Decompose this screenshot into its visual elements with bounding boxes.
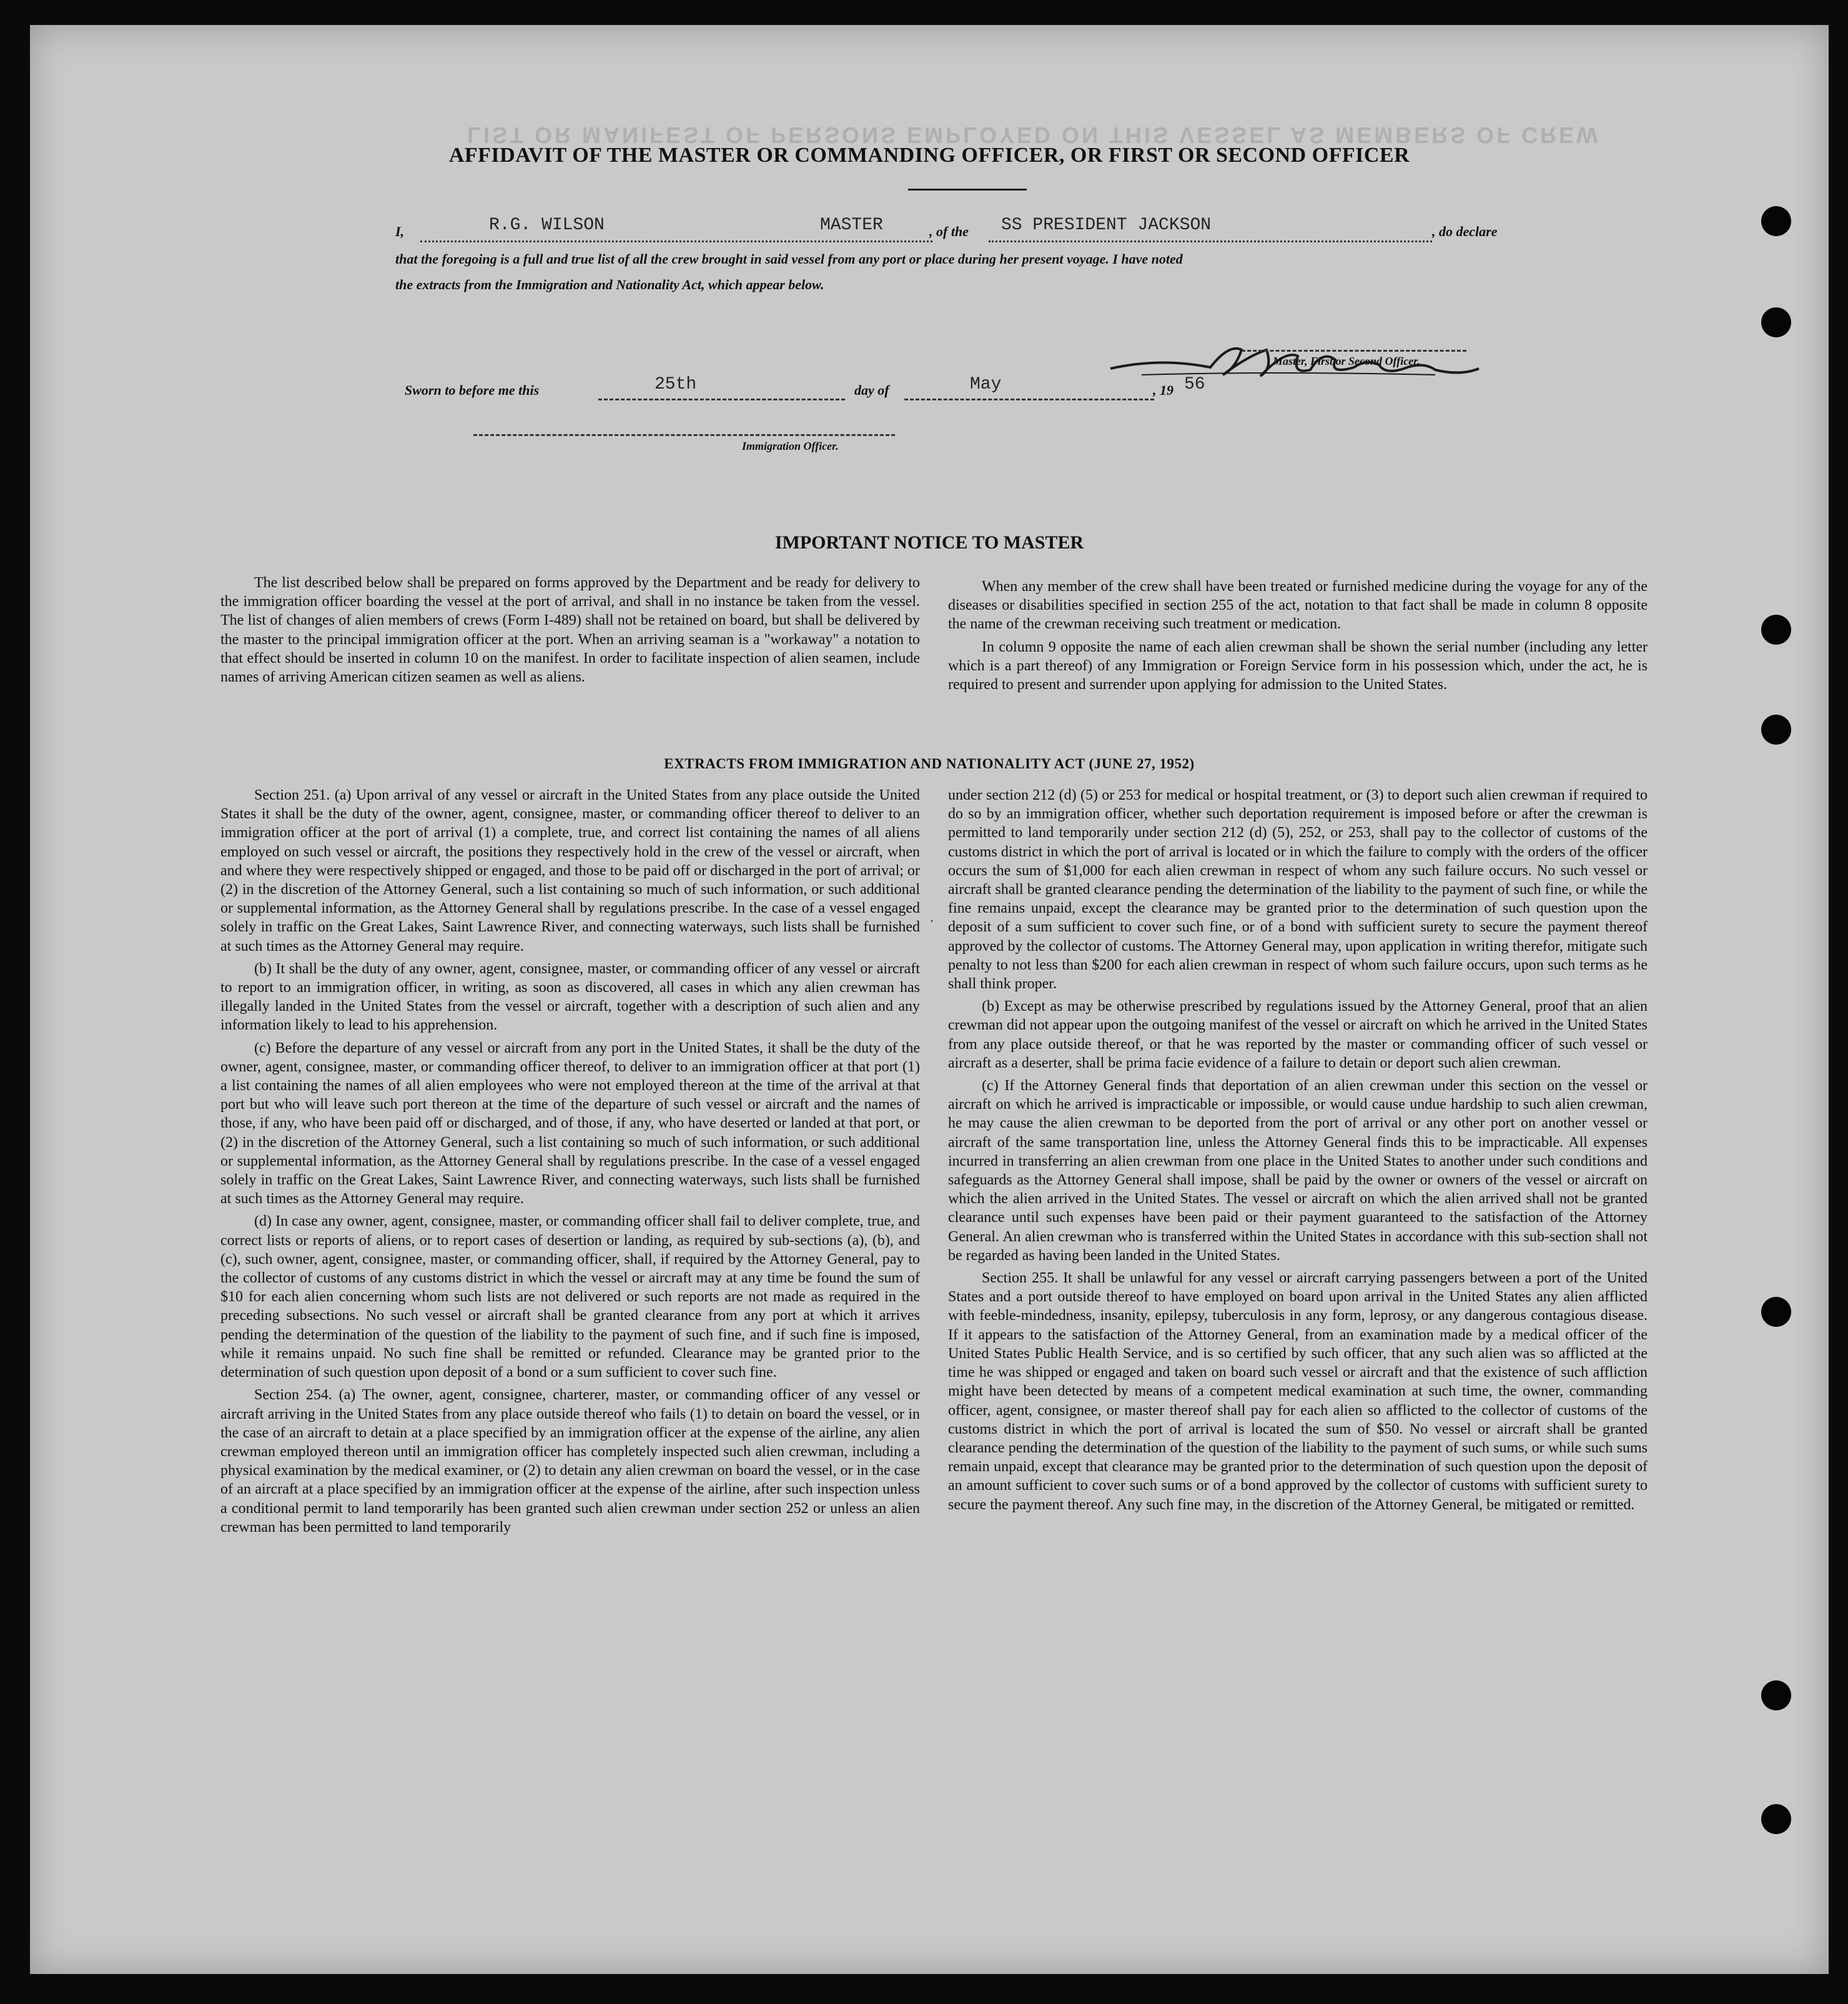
vessel-name: SS PRESIDENT JACKSON bbox=[1001, 216, 1212, 235]
sworn-day: 25th bbox=[655, 375, 697, 394]
year-prefix: , 19 bbox=[1153, 382, 1174, 398]
statement-line-1: that the foregoing is a full and true list of all the crew brought in said vessel from any port or place during her present voyage. I have noted bbox=[395, 251, 1183, 267]
extracts-right-column bbox=[948, 786, 1648, 1518]
i-label: I, bbox=[395, 224, 405, 239]
section-paragraph: (b) Except as may be otherwise prescribed by regulations issued by the Attorney General, proof that an alien crewman did not appear upon the outgoing manifest of the vessel or aircraft on which he arrived in the United States from any place outside thereof, or that he was reported by the master or commanding officer of such vessel or aircraft as a deserter, shall be prima facie evidence of a failure to detain or deport such alien crewman. bbox=[948, 998, 1648, 1071]
punch-hole bbox=[1761, 307, 1791, 337]
signature-line bbox=[1242, 350, 1466, 352]
title-rule bbox=[908, 189, 1027, 191]
signature-caption: Master, First or Second Officer. bbox=[1273, 355, 1420, 367]
year-suffix: 56 bbox=[1184, 375, 1205, 394]
officer-line bbox=[473, 434, 895, 436]
section-paragraph: (d) In case any owner, agent, consignee, master, or commanding officer shall fail to deliver complete, true, and correct lists or reports of aliens, or to report cases of desertion or landing, as required by sub-sections (a), (b), and (c), such owner, agent, consignee, master, or commanding officer, shall, if required by the Attorney General, pay to the collector of customs of any customs district in which the vessel or aircraft may at any time be found the sum of $10 for each alien concerning whom such lists are not delivered or such reports are not made as required in the preceding subsections. No such vessel or aircraft shall be granted clearance from any port at which it arrives pending the determination of the question of the liability to the payment of such fine, and if such fine is imposed, while it remains unpaid. No such fine shall be remitted or refunded. Clearance may be granted prior to the determination of such question upon deposit of a bond or a sum sufficient to cover such fine. bbox=[220, 1213, 920, 1381]
officer-caption: Immigration Officer. bbox=[742, 440, 839, 452]
punch-hole bbox=[1761, 615, 1791, 645]
sworn-month-line bbox=[904, 399, 1154, 400]
notice-paragraph: When any member of the crew shall have been treated or furnished medicine during the voyage for any of the diseases or disabilities specified in section 255 of the act, notation to that fact shall be made in column 8 opposite the name of the crewman receiving such treatment or medication. bbox=[948, 578, 1648, 633]
section-paragraph: (c) Before the departure of any vessel or aircraft from any port in the United States, it shall be the duty of the owner, agent, consignee, master, or commanding officer thereof, to deliver to an immigration officer at that port (1) a list containing the names of all alien employees who were not employed thereon at the time of the arrival at that port but who will leave such port thereon at the time of the departure of such vessel or aircraft and the names of those, if any, who have been paid off or discharged, and of those, if any, who have deserted or landed at that port, or (2) in the discretion of the Attorney General, such a list containing so much of such information, or such additional or supplemental information, as the Attorney General shall by regulations prescribe. In the case of a vessel engaged solely in traffic on the Great Lakes, Saint Lawrence River, and connecting waterways, such lists shall be furnished at such times as the Attorney General may require. bbox=[220, 1039, 920, 1208]
section-paragraph: Section 254. (a) The owner, agent, consignee, charterer, master, or commanding officer of any vessel or aircraft arriving in the United States from any place outside thereof who fails (1) to detain on board the vessel, or in the case of an aircraft to detain at a place specified by an immigration officer at the expense of the airline, any alien crewman employed thereon until an immigration officer has completely inspected such alien crewman, including a physical examination by the medical examiner, or (2) to detain any alien crewman on board the vessel, or in the case of an aircraft at a place specified by an immigration officer at the expense of the airline, after such inspection unless a conditional permit to land temporarily has been granted such alien crewman under section 252 or unless an alien crewman has been permitted to land temporarily bbox=[220, 1387, 920, 1535]
document-page bbox=[30, 25, 1829, 1974]
punch-hole bbox=[1761, 1680, 1791, 1710]
section-paragraph: (c) If the Attorney General finds that deportation of an alien crewman under this section on the vessel or aircraft on which he arrived is impracticable or impossible, or would cause undue hardship to such alien crewman, he may cause the alien crewman to be deported from the port of arrival or any other port on another vessel or aircraft of the same transportation line, unless the Attorney General finds this to be impracticable. All expenses incurred in transferring an alien crewman from one place in the United States to another under such conditions and safeguards as the Attorney General shall impose, shall be paid by the owner or owners of the vessel or aircraft on which the alien arrived in the United States. The vessel or aircraft on which the alien arrived shall not be granted clearance until such expenses have been paid or their payment guaranteed to the satisfaction of the Attorney General. An alien crewman who is transferred within the United States in accordance with this sub-section shall not be regarded as having been landed in the United States. bbox=[948, 1078, 1648, 1264]
sworn-day-line bbox=[598, 399, 845, 400]
notice-right-column bbox=[948, 577, 1648, 698]
section-paragraph: (b) It shall be the duty of any owner, agent, consignee, master, or commanding officer of any vessel or aircraft to report to an immigration officer, in writing, as soon as discovered, all cases in which any alien crewman has illegally landed in the United States from the vessel or aircraft, together with a description of such alien and any information likely to lead to his apprehension. bbox=[220, 960, 920, 1034]
notice-paragraph: The list described below shall be prepared on forms approved by the Department and be ready for delivery to the immigration officer boarding the vessel at the port of arrival, and shall in no instance be taken from the vessel. The list of changes of alien members of crews (Form I-489) shall not be retained on board, but shall be delivered by the master to the principal immigration officer at the port. When an arriving seaman is a "workaway" a notation to that effect should be inserted in column 10 on the manifest. In order to facilitate inspection of alien seamen, include names of arriving American citizen seamen as well as aliens. bbox=[220, 575, 920, 686]
statement-line-2: the extracts from the Immigration and Nationality Act, which appear below. bbox=[395, 277, 824, 292]
notice-title: IMPORTANT NOTICE TO MASTER bbox=[774, 532, 1084, 553]
do-declare-label: , do declare bbox=[1432, 224, 1498, 239]
vessel-line bbox=[989, 241, 1432, 242]
punch-hole bbox=[1761, 1804, 1791, 1834]
section-paragraph: Section 251. (a) Upon arrival of any vessel or aircraft in the United States from any place outside the United States it shall be the duty of the owner, agent, consignee, master, or commanding officer thereof to deliver to an immigration officer at the port of arrival (1) a complete, true, and correct list containing the names of all aliens employed on such vessel or aircraft, the positions they respectively hold in the crew of the vessel or aircraft, when and where they were respectively shipped or engaged, and those to be paid off or discharged in the port of arrival; or (2) in the discretion of the Attorney General, such a list containing so much of such information, or such additional or supplemental information, as the Attorney General shall by regulations prescribe. In the case of a vessel engaged solely in traffic on the Great Lakes, Saint Lawrence River, and connecting waterways, such lists shall be furnished at such times as the Attorney General may require. bbox=[220, 787, 920, 955]
section-paragraph: Section 255. It shall be unlawful for any vessel or aircraft carrying passengers between a port of the United States and a port outside thereof to have employed on board upon arrival in the United States any alien afflicted with feeble-mindedness, insanity, epilepsy, tuberculosis in any form, leprosy, or any dangerous contagious disease. If it appears to the satisfaction of the Attorney General, from an examination made by a medical officer of the United States Public Health Service, and is so certified by such officer, that any such alien was so afflicted at the time he was shipped or engaged and taken on board such vessel or aircraft and that the existence of such affliction might have been detected by means of a competent medical examination at such time, the owner, commanding officer, agent, consignee, or master thereof shall pay for each alien so afflicted to the collector of customs of the customs district in which the port of arrival is located the sum of $50. No vessel or aircraft shall be granted clearance pending the determination of the question of the liability to the payment of such sums, or while such sums remain unpaid, except that clearance may be granted prior to the determination of such question upon the deposit of an amount sufficient to cover such sums or of a bond approved by the collector of customs with sufficient surety to secure the payment thereof. Any such fine may, in the discretion of the Attorney General, be mitigated or remitted. bbox=[948, 1270, 1648, 1513]
sworn-label: Sworn to before me this bbox=[405, 382, 540, 398]
sworn-month: May bbox=[970, 375, 1002, 394]
day-of-label: day of bbox=[854, 382, 889, 398]
scan-speck: · bbox=[929, 912, 934, 929]
punch-hole bbox=[1761, 1297, 1791, 1327]
section-paragraph: under section 212 (d) (5) or 253 for medical or hospital treatment, or (3) to deport such alien crewman if required to do so by an immigration officer, whether such deportation requirement is imposed before or after the crewman is permitted to land temporarily under section 212 (d) (5), 252, or 253, shall pay to the collector of customs of the customs district in which the port of arrival is located or in which the failure to comply with the orders of the officer occurs the sum of $1,000 for each alien crewman in respect of whom any such failure occurs. No such vessel or aircraft shall be granted clearance pending the determination of the liability to the payment of such fine, or while the fine remains unpaid, except the clearance may be granted prior to the determination of such question upon the deposit of a sum sufficient to cover such fine, or of a bond with sufficient surety to secure the payment thereof approved by the collector of customs. The Attorney General may, upon application in writing therefor, mitigate such penalty to not less than $200 for each alien crewman in respect of whom such failure occurs, upon such terms as he shall think proper. bbox=[948, 787, 1648, 993]
of-the-label: , of the bbox=[929, 224, 969, 239]
notice-paragraph: In column 9 opposite the name of each alien crewman shall be shown the serial number (including any letter which is a part thereof) of any Immigration or Foreign Service form in his possession which, under the act, he is required to present and surrender upon applying for admission to the United States. bbox=[948, 638, 1648, 693]
extracts-left-column bbox=[220, 786, 920, 1540]
name-line bbox=[420, 241, 932, 242]
notice-left-column bbox=[220, 573, 920, 690]
punch-hole bbox=[1761, 715, 1791, 745]
affidavit-title: AFFIDAVIT OF THE MASTER OR COMMANDING OFFICER, OR FIRST OR SECOND OFFICER bbox=[448, 144, 1410, 167]
punch-hole bbox=[1761, 206, 1791, 236]
master-name: R.G. WILSON bbox=[489, 216, 605, 235]
bleed-through-text: LIST OR MANIFEST OF PERSONS EMPLOYED ON THIS VESSEL AS MEMBERS OF CREW bbox=[467, 122, 1601, 148]
extracts-title: EXTRACTS FROM IMMIGRATION AND NATIONALITY ACT (JUNE 27, 1952) bbox=[664, 756, 1195, 771]
master-rank: MASTER bbox=[820, 216, 883, 235]
